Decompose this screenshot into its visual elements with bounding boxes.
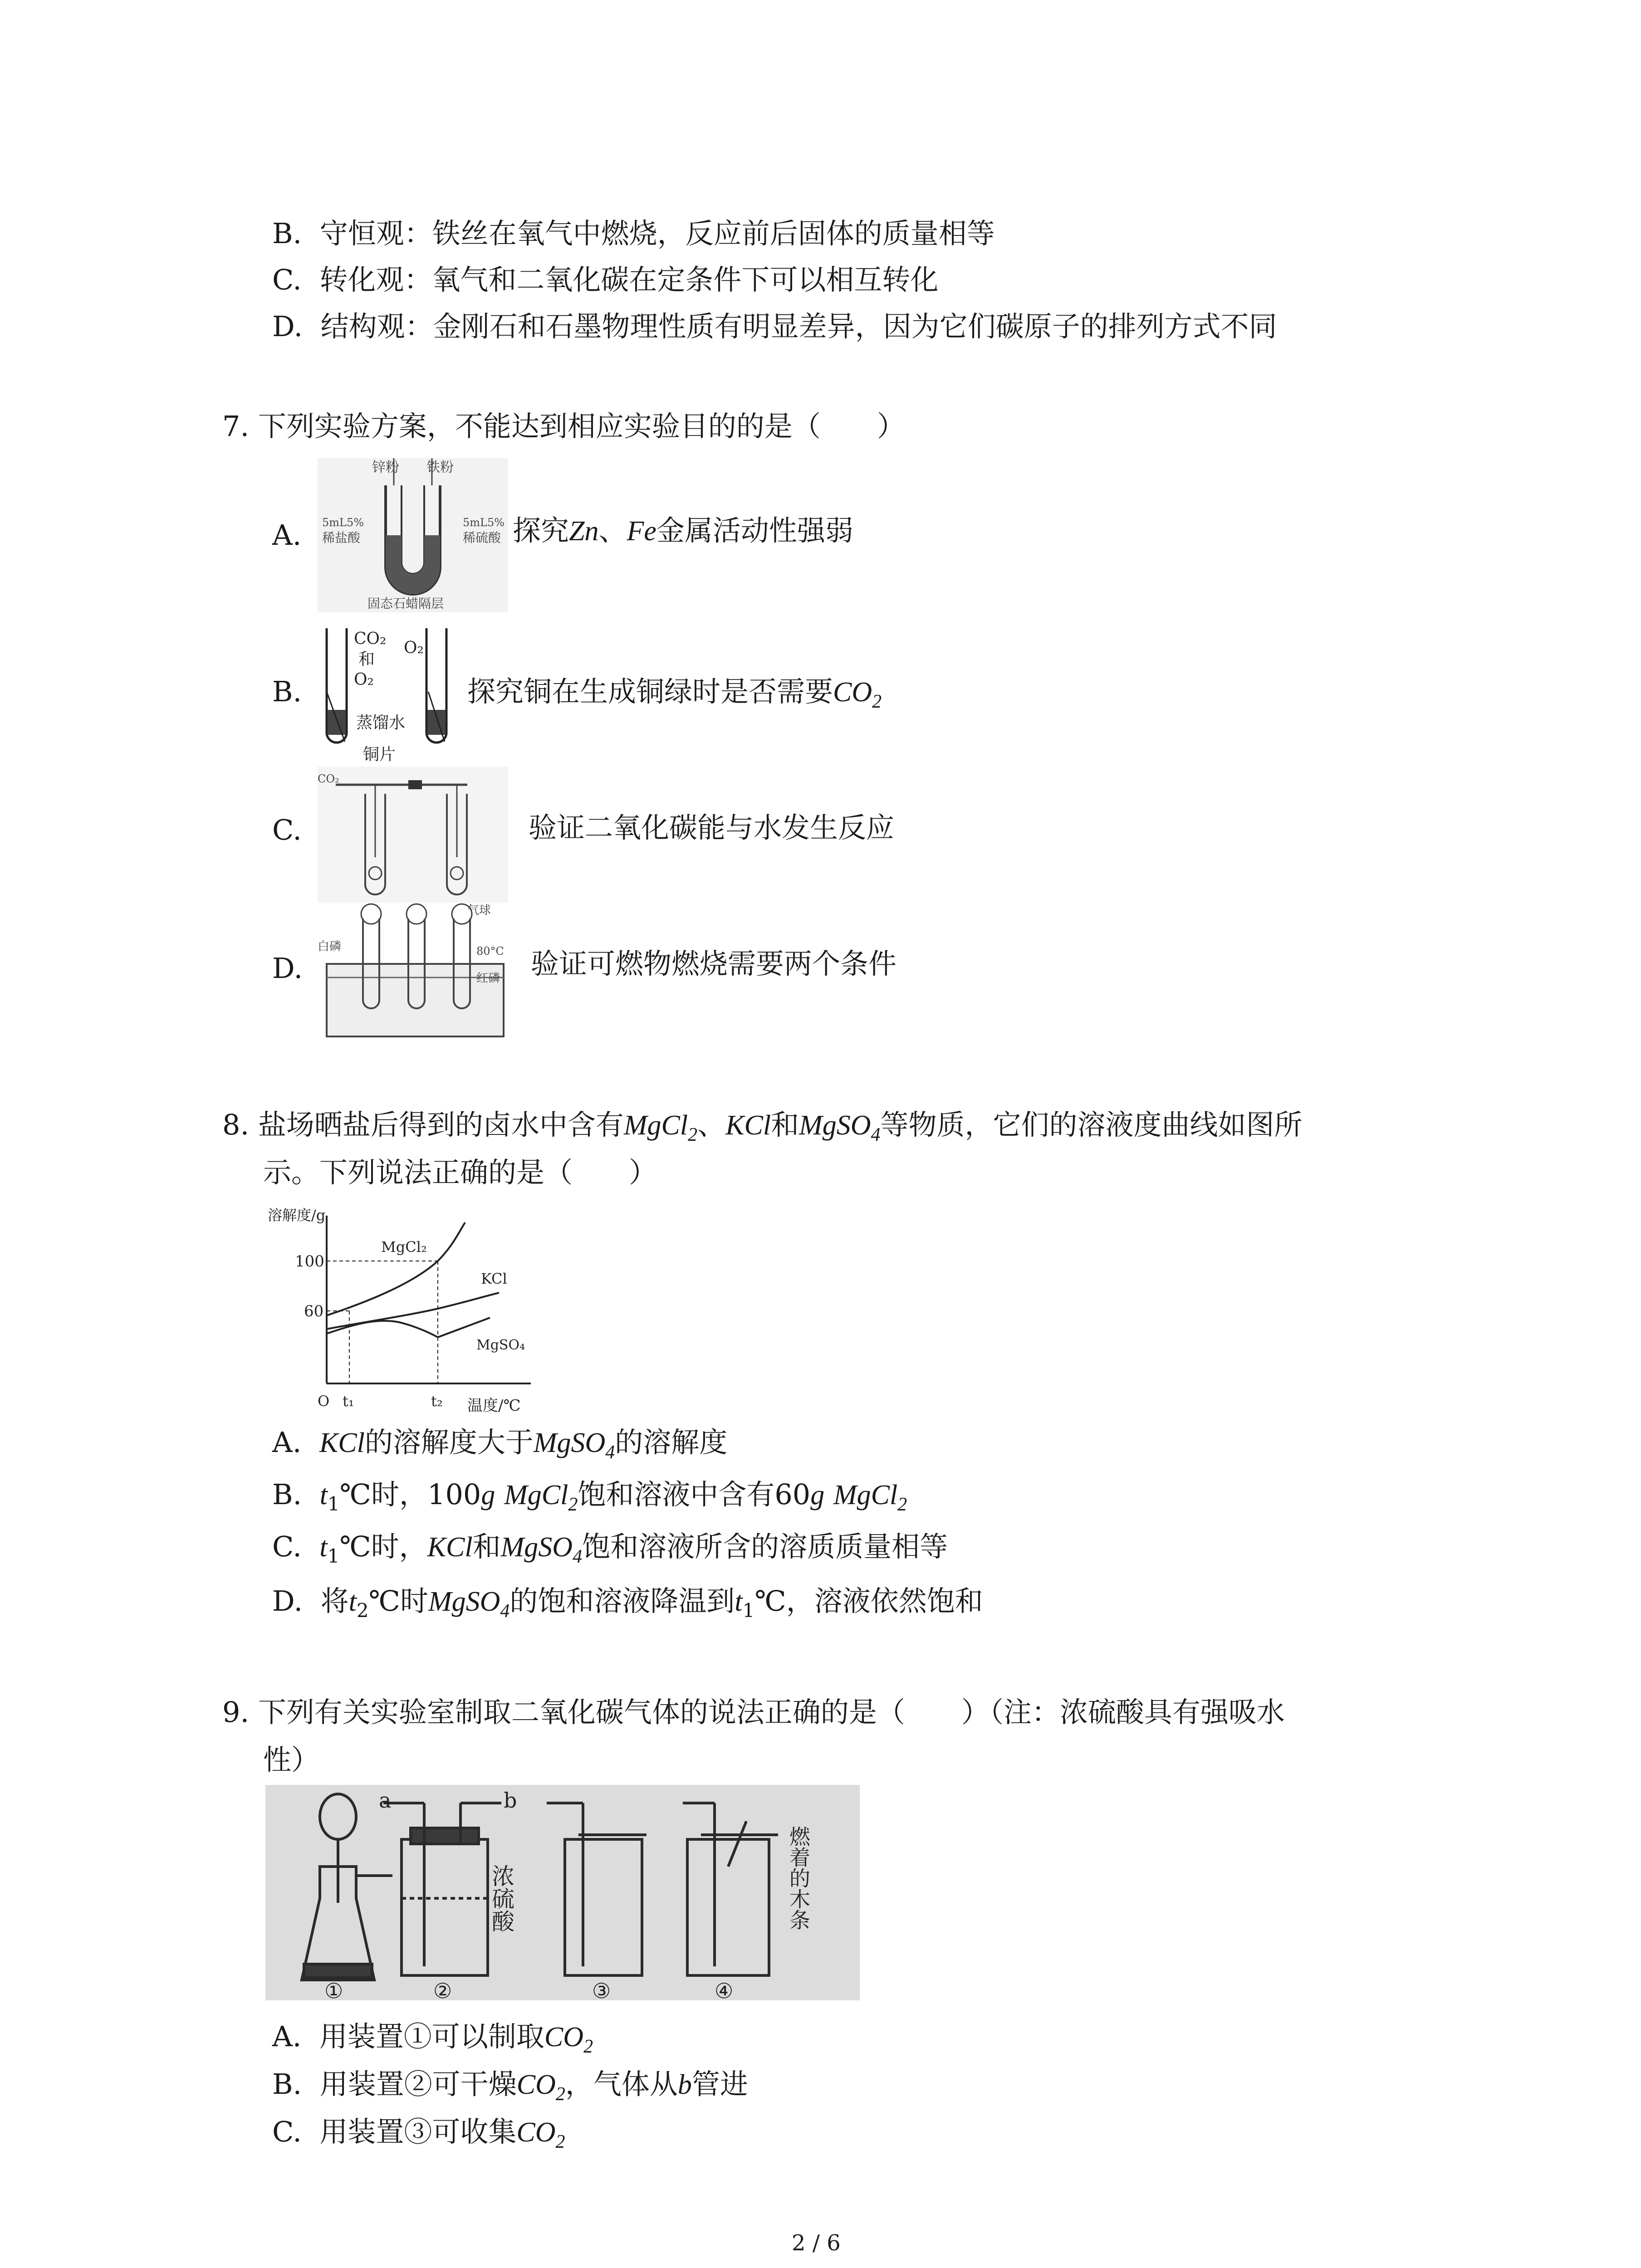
q9-option-b: B. 用装置②可干燥$CO_2$，气体从b管进 [272, 2068, 748, 2105]
label-left-liquid: 5mL5% [322, 516, 364, 529]
label-balloon: 气球 [467, 904, 491, 917]
label-water: 蒸馏水 [356, 714, 406, 732]
chart-tick-60: 60 [304, 1302, 324, 1320]
label-iron: 铁粉 [426, 459, 454, 475]
page-number: 2 / 6 [792, 2230, 841, 2256]
q8-stem: 8. 盐场晒盐后得到的卤水中含有MgCl$_2$、KCl和MgSO$_4$等物质，它们的溶液度曲线如图所 [222, 1108, 1303, 1145]
q8-option-d: D. 将$t_2℃$时MgSO$_4$的饱和溶液降温到$t_1℃$，溶液依然饱和 [272, 1584, 983, 1622]
q9-apparatus-photo [265, 1785, 860, 2000]
q9-stem: 9. 下列有关实验室制取二氧化碳气体的说法正确的是（ ）（注：浓硫酸具有强吸水 [222, 1696, 1285, 1729]
chart-label-mgcl2: MgCl₂ [381, 1238, 427, 1256]
q8-stem-line-2: 示。下列说法正确的是（ ） [263, 1156, 657, 1189]
label-co2-inlet: CO₂ [318, 772, 339, 785]
option-letter: C. [272, 263, 302, 296]
label-h2so4: 稀硫酸 [463, 530, 501, 545]
label-white-phosphorus: 白磷 [318, 940, 342, 953]
label-hcl: 稀盐酸 [322, 530, 361, 545]
label-wax: 固态石蜡隔层 [367, 596, 444, 611]
option-letter: D. [272, 310, 303, 343]
label-device-2: ② [433, 1979, 452, 2000]
label-a: a [379, 1788, 392, 1813]
q9-option-a: A. 用装置①可以制取$CO_2$ [272, 2020, 593, 2057]
q6-option-d [272, 308, 1277, 345]
chart-xlabel: 温度/℃ [467, 1397, 521, 1415]
option-text: 守恒观：铁丝在氧气中燃烧，反应前后固体的质量相等 [319, 217, 995, 250]
q7-figure-b [318, 619, 463, 769]
q7-figure-a [318, 458, 508, 612]
chart-label-mgso4: MgSO₄ [476, 1337, 525, 1353]
q7-option-b-text: 探究铜在生成铜绿时是否需要$CO_2$ [467, 675, 882, 712]
label-and: 和 [358, 650, 375, 669]
label-device-4: ④ [715, 1979, 734, 2000]
q9-stem-line-2: 性） [263, 1743, 320, 1776]
label-zinc: 锌粉 [372, 459, 399, 475]
q7-option-a-text: 探究Zn、Fe金属活动性强弱 [513, 514, 853, 547]
q7-figure-d [318, 900, 513, 1041]
q8-option-b: B. $t_1℃$时，100g MgCl$_2$饱和溶液中含有60g MgCl$_2$ [272, 1478, 907, 1515]
option-text: 转化观：氧气和二氧化碳在定条件下可以相互转化 [319, 263, 939, 296]
solubility-chart [263, 1202, 563, 1415]
q7-option-d-letter: D. [272, 952, 303, 985]
label-device-3: ③ [592, 1979, 611, 2000]
q6-option-b [272, 215, 995, 252]
q7-option-d-text: 验证可燃物燃烧需要两个条件 [531, 947, 897, 980]
label-burning-stick: 燃着的木条 [786, 1826, 811, 1930]
label-red-phosphorus: 红磷 [476, 972, 500, 985]
q7-option-c-letter: C. [272, 813, 302, 846]
label-acid: 浓硫酸 [488, 1864, 514, 1932]
series-mgso4 [327, 1318, 490, 1337]
option-text: 结构观：金刚石和石墨物理性质有明显差异，因为它们碳原子的排列方式不同 [320, 310, 1277, 343]
chart-ylabel: 溶解度/g [268, 1207, 326, 1224]
q8-option-a: A. KCl的溶解度大于MgSO$_4$的溶解度 [272, 1426, 728, 1463]
label-o2-left: O₂ [354, 670, 374, 689]
label-co2: CO₂ [354, 630, 387, 648]
q7-option-a-letter: A. [272, 518, 302, 552]
label-right-liquid: 5mL5% [463, 516, 505, 529]
q7-stem: 7. 下列实验方案，不能达到相应实验目的的是（ ） [222, 410, 905, 443]
q7-figure-c [318, 767, 508, 903]
q8-option-c: C. $t_1℃$时，KCl和MgSO$_4$饱和溶液所含的溶质质量相等 [272, 1530, 948, 1567]
label-copper: 铜片 [363, 745, 396, 764]
chart-tick-100: 100 [295, 1252, 324, 1271]
chart-tick-t2: t₂ [431, 1393, 443, 1410]
q9-option-c: C. 用装置③可收集$CO_2$ [272, 2115, 565, 2152]
label-o2-right: O₂ [404, 639, 424, 657]
series-mgcl2 [327, 1222, 465, 1315]
chart-tick-t1: t₁ [343, 1393, 354, 1410]
q7-option-b-letter: B. [272, 675, 302, 708]
chart-label-kcl: KCl [481, 1270, 507, 1287]
label-device-1: ① [324, 1979, 343, 2000]
label-b: b [504, 1788, 517, 1813]
q6-option-c [272, 262, 938, 298]
chart-tick-origin: O [318, 1393, 330, 1410]
option-letter: B. [272, 217, 302, 250]
q7-option-c-text: 验证二氧化碳能与水发生反应 [529, 811, 895, 844]
label-temperature: 80°C [476, 945, 504, 958]
